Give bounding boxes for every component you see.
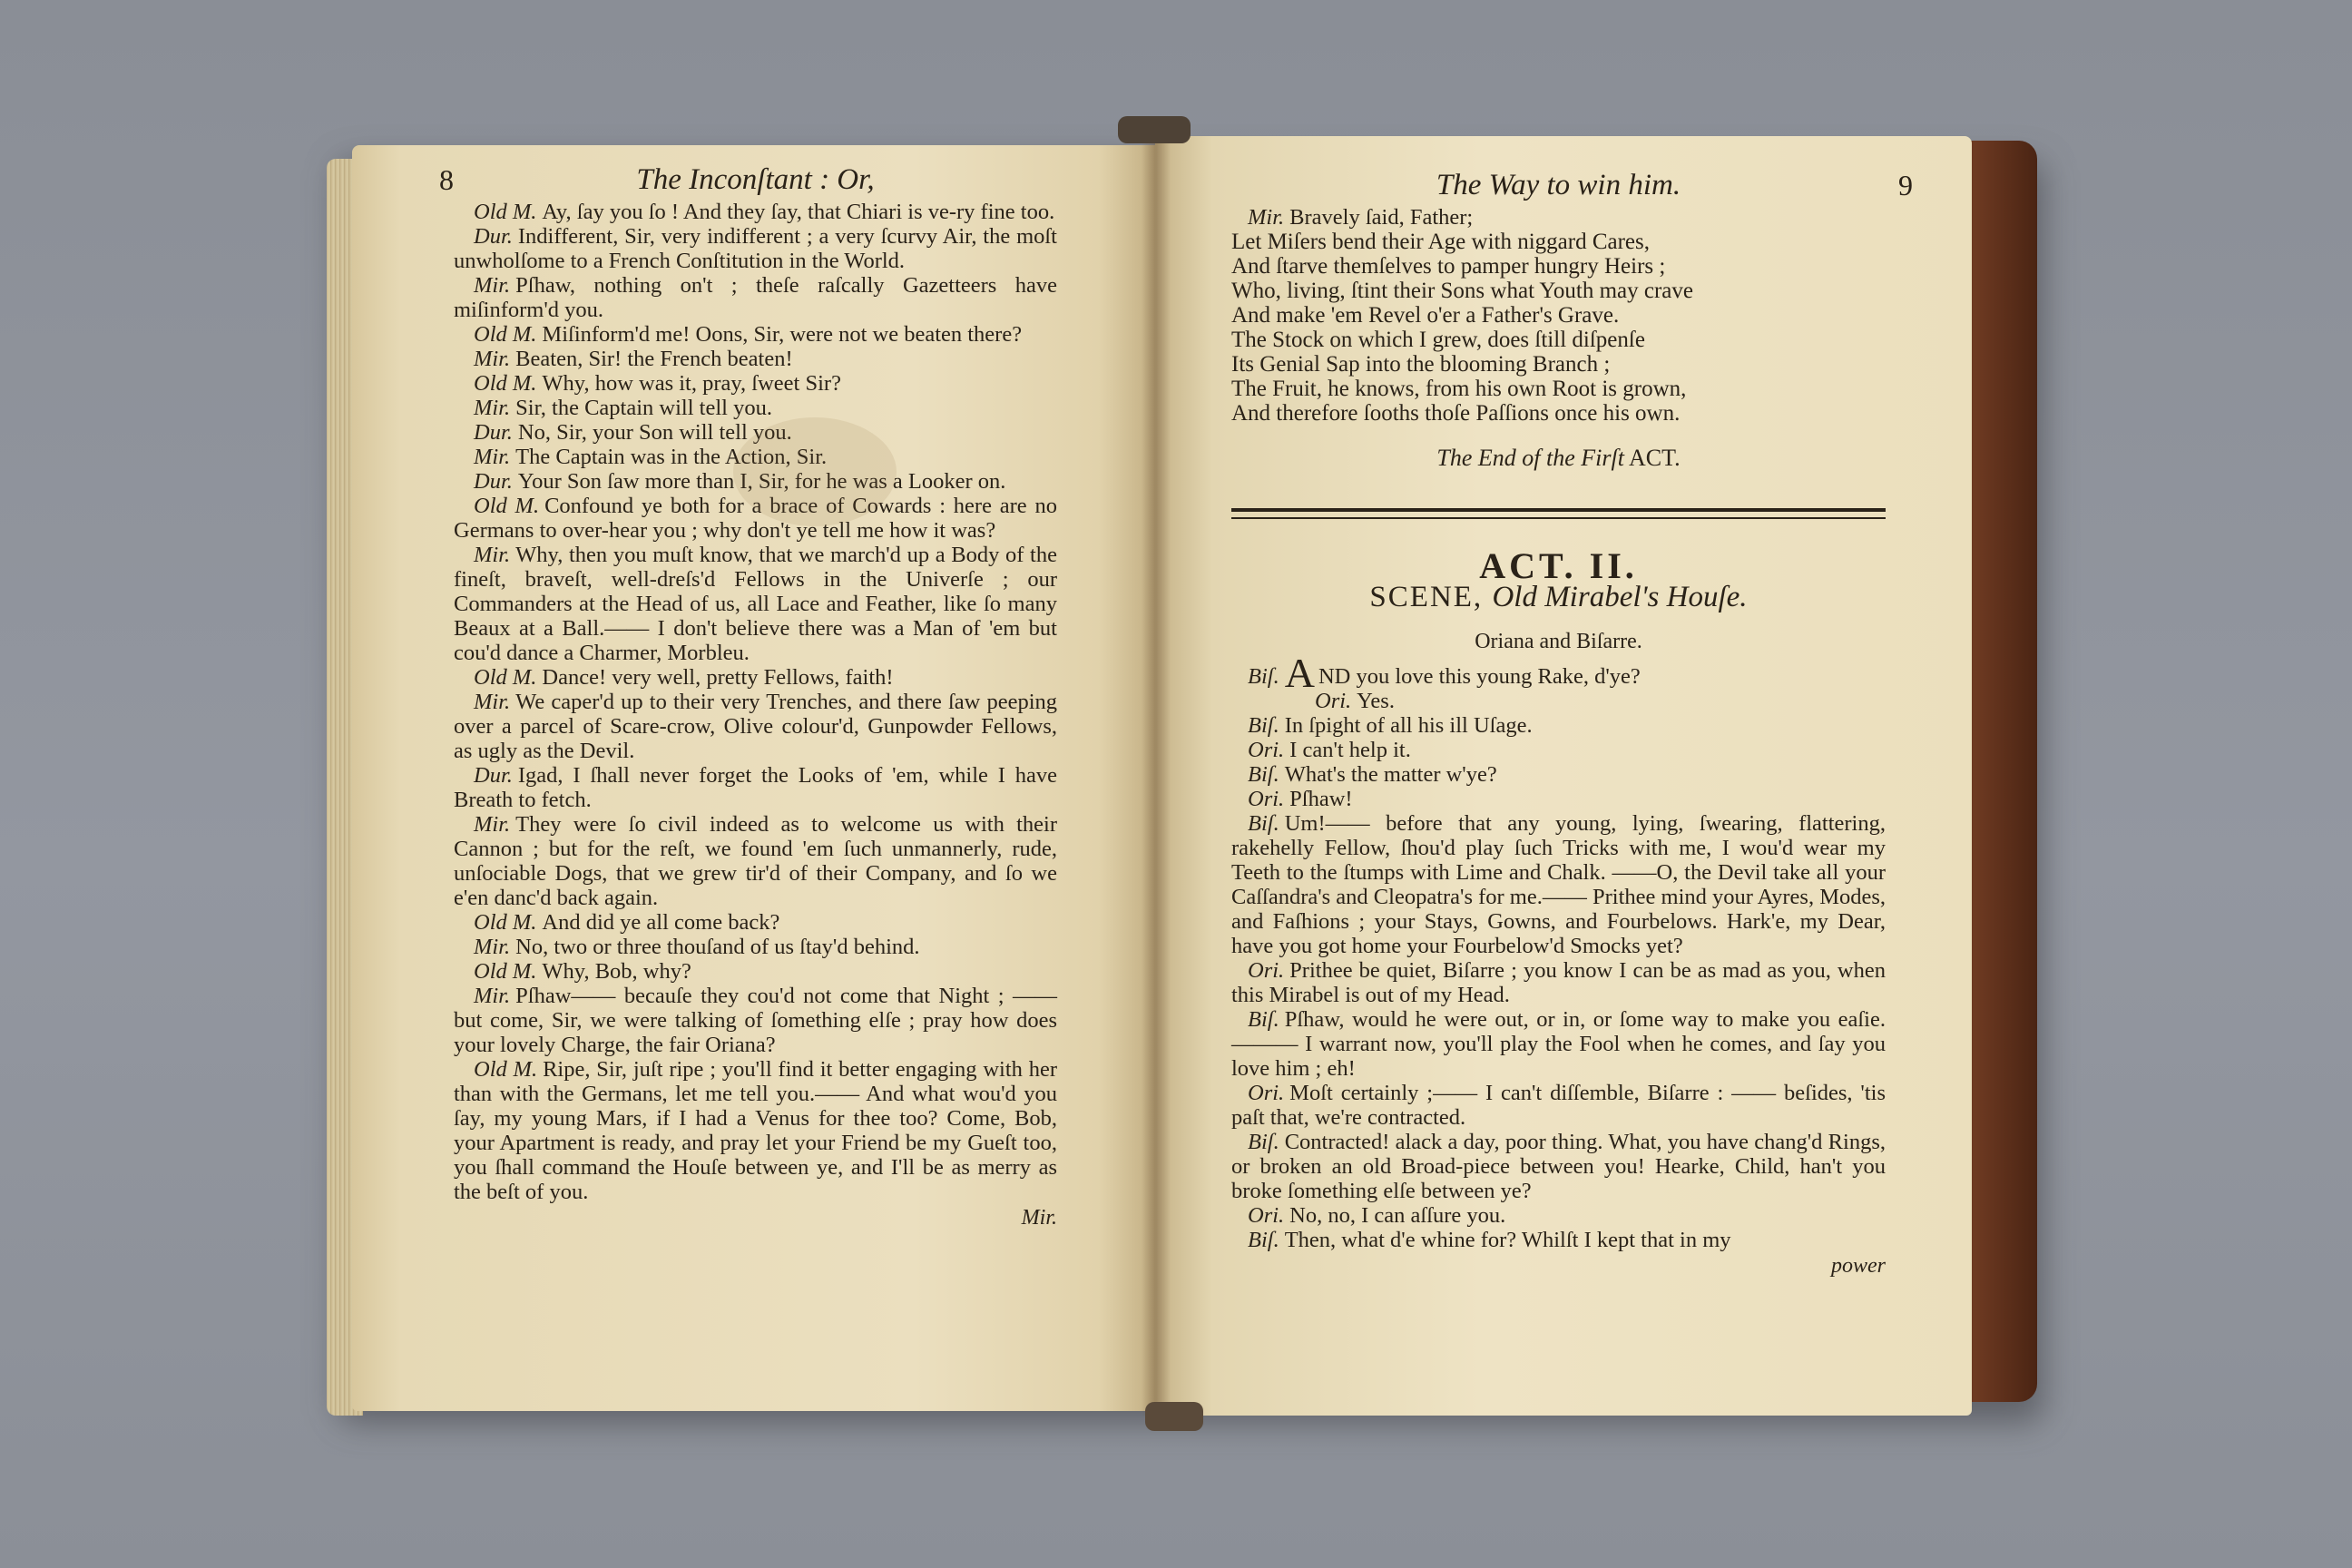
speaker-name: Biſ. xyxy=(1248,1007,1279,1032)
speaker-name: Mir. xyxy=(1248,205,1285,230)
speech-text: Pſhaw, would he were out, or in, or ſome way to make you eaſie.——— I warrant now, you'll play the Fool when he comes, and ſay you love him ; eh! xyxy=(1231,1007,1886,1081)
speech xyxy=(454,935,1057,959)
speech-text: No, two or three thouſand of us ſtay'd behind. xyxy=(515,935,920,959)
right-speeches xyxy=(1231,650,1886,1252)
scene-heading-place: Old Mirabel's Houſe. xyxy=(1492,581,1748,613)
speaker-name: Old M. xyxy=(474,200,537,224)
speech-text: ND you love this young Rake, d'ye? xyxy=(1318,664,1641,689)
verse-line: And ſtarve themſelves to pamper hungry Heirs ; xyxy=(1231,254,1666,279)
speech xyxy=(1231,811,1886,958)
speech xyxy=(454,543,1057,665)
right-page-number: 9 xyxy=(1898,169,1913,201)
speech xyxy=(1231,787,1886,811)
left-running-head xyxy=(439,163,1057,200)
speaker-name: Mir. xyxy=(474,273,511,298)
speaker-name: Old M. xyxy=(474,910,537,935)
speech xyxy=(1231,738,1886,762)
speech xyxy=(454,273,1057,322)
speech-text: Pſhaw! xyxy=(1289,787,1353,811)
end-of-act xyxy=(1231,446,1886,470)
speaker-name: Dur. xyxy=(474,763,513,788)
speech xyxy=(1231,205,1886,230)
speech-text: Pſhaw, nothing on't ; theſe raſcally Gazetteers have miſinform'd you. xyxy=(454,273,1057,322)
left-page-number: 8 xyxy=(439,163,454,196)
speech xyxy=(1231,689,1886,713)
speaker-name: Biſ. xyxy=(1248,664,1279,689)
speaker-name: Biſ. xyxy=(1248,762,1279,787)
drop-cap: A xyxy=(1284,650,1315,696)
speaker-name: Ori. xyxy=(1315,689,1352,713)
right-page-text xyxy=(1231,205,1886,1279)
speaker-name: Mir. xyxy=(474,543,511,567)
verse-line: Let Miſers bend their Age with niggard Cares, xyxy=(1231,230,1650,254)
speaker-name: Biſ. xyxy=(1248,811,1279,836)
speech xyxy=(1231,1130,1886,1203)
right-page xyxy=(1155,136,1972,1416)
speech-text: Yes. xyxy=(1357,689,1395,713)
speaker-name: Mir. xyxy=(474,812,511,837)
speech xyxy=(1231,650,1886,696)
section-rule xyxy=(1231,508,1886,519)
scene-heading-prefix: SCENE, xyxy=(1369,581,1484,613)
verse-block xyxy=(1231,230,1886,426)
speaker-name: Old M. xyxy=(474,371,537,396)
speech xyxy=(454,665,1057,690)
speech-text: The Captain was in the Action, Sir. xyxy=(515,445,828,469)
verse-line: Its Genial Sap into the blooming Branch ; xyxy=(1231,352,1611,377)
speech-text: Um!—— before that any young, lying, ſwearing, flattering, rakehelly Fellow, ſhou'd play ſuch Tricks with me, I wou'd wear my Teeth to the ſtumps with Lime and Chalk. ——O, the Devil take all your Caſſandra's and Cleopatra's for me.—— Prithee mind your Ayres, Modes, and Faſhions ; your Stays, Gowns, and Fourbelows. Hark'e, my Dear, have you got home your Fourbelow'd Smocks yet? xyxy=(1231,811,1886,958)
speech-text: Your Son ſaw more than I, Sir, for he was a Looker on. xyxy=(517,469,1006,494)
speaker-name: Mir. xyxy=(474,690,511,714)
speech-text: We caper'd up to their very Trenches, and there ſaw peeping over a parcel of Scare-crow, Olive colour'd, Gunpowder Fellows, as ugly as the Devil. xyxy=(454,690,1057,763)
verse-line: The Fruit, he knows, from his own Root is grown, xyxy=(1231,377,1687,401)
speaker-name: Mir. xyxy=(474,445,511,469)
speech-text: Why, how was it, pray, ſweet Sir? xyxy=(542,371,841,396)
speaker-name: Mir. xyxy=(474,396,511,420)
speech xyxy=(454,200,1057,224)
speech-text: Moſt certainly ;—— I can't diſſemble, Biſarre : —— beſides, 'tis paſt that, we're contracted. xyxy=(1231,1081,1886,1130)
speaker-name: Mir. xyxy=(474,935,511,959)
speaker-name: Biſ. xyxy=(1248,1228,1279,1252)
left-catchword: Mir. xyxy=(1021,1206,1057,1230)
speech xyxy=(1231,1081,1886,1130)
speech-text: No, no, I can aſſure you. xyxy=(1289,1203,1506,1228)
speaker-name: Mir. xyxy=(474,347,511,371)
speaker-name: Old M. xyxy=(474,494,540,518)
speech-text: What's the matter w'ye? xyxy=(1284,762,1497,787)
right-head-title: The Way to win him. xyxy=(1436,169,1681,201)
speech xyxy=(454,959,1057,984)
speech-text: And did ye all come back? xyxy=(542,910,780,935)
speech-text: Indifferent, Sir, very indifferent ; a very ſcurvy Air, the moſt unwholſome to a French Conſtitution in the World. xyxy=(454,224,1057,273)
speech xyxy=(454,396,1057,420)
speech-text: Contracted! alack a day, poor thing. What, you have chang'd Rings, or broken an old Broad-piece between you! Hearke, Child, han't you broke ſomething elſe between ye? xyxy=(1231,1130,1886,1203)
speech-text: Miſinform'd me! Oons, Sir, were not we beaten there? xyxy=(542,322,1023,347)
left-head-title: The Inconſtant : Or, xyxy=(636,163,875,196)
right-running-head xyxy=(1231,169,1913,205)
speaker-name: Mir. xyxy=(474,984,511,1008)
verse-line: And therefore ſooths thoſe Paſſions once his own. xyxy=(1231,401,1681,426)
speaker-name: Ori. xyxy=(1248,1081,1285,1105)
speech xyxy=(454,910,1057,935)
end-of-act-word: ACT. xyxy=(1629,445,1681,471)
speech xyxy=(454,763,1057,812)
speech-text: Dance! very well, pretty Fellows, faith! xyxy=(542,665,894,690)
speaker-name: Dur. xyxy=(474,469,513,494)
speech-text: Sir, the Captain will tell you. xyxy=(515,396,772,420)
speaker-name: Ori. xyxy=(1248,787,1285,811)
speaker-name: Old M. xyxy=(474,1057,538,1082)
left-page xyxy=(352,145,1155,1411)
speech-text: Then, what d'e whine for? Whilſt I kept that in my xyxy=(1284,1228,1731,1252)
speech-text: Why, then you muſt know, that we march'd up a Body of the fineſt, braveſt, well-dreſs'd Fellows in the Univerſe ; our Commanders at the Head of us, all Lace and Feather, like ſo many Beaux at a Ball.—— I don't believe there was a Man of 'em but cou'd dance a Charmer, Morbleu. xyxy=(454,543,1057,665)
speech xyxy=(454,1057,1057,1204)
speech-text: Ay, ſay you ſo ! And they ſay, that Chiari is ve-ry fine too. xyxy=(542,200,1055,224)
speech-text: I can't help it. xyxy=(1289,738,1411,762)
verse-line: The Stock on which I grew, does ſtill diſpenſe xyxy=(1231,328,1645,352)
speech xyxy=(1231,1228,1886,1252)
speech-text: Confound ye both for a brace of Cowards : here are no Germans to over-hear you ; why don't ye tell me how it was? xyxy=(454,494,1057,543)
speaker-name: Biſ. xyxy=(1248,713,1279,738)
act-heading: ACT. II. xyxy=(1479,545,1638,586)
speaker-name: Ori. xyxy=(1248,1203,1285,1228)
speech xyxy=(454,690,1057,763)
speech-text: Prithee be quiet, Biſarre ; you know I can be as mad as you, when this Mirabel is out of my Head. xyxy=(1231,958,1886,1007)
speaker-name: Dur. xyxy=(474,420,513,445)
speech xyxy=(454,347,1057,371)
speech-text: Igad, I ſhall never forget the Looks of 'em, while I have Breath to fetch. xyxy=(454,763,1057,812)
speech xyxy=(1231,762,1886,787)
speech-text: In ſpight of all his ill Uſage. xyxy=(1284,713,1533,738)
speech xyxy=(1231,958,1886,1007)
speech xyxy=(454,371,1057,396)
speaker-name: Biſ. xyxy=(1248,1130,1279,1154)
end-of-act-text: The End of the Firſt xyxy=(1436,445,1624,471)
speaker-name: Old M. xyxy=(474,665,537,690)
speech-text: Ripe, Sir, juſt ripe ; you'll find it better engaging with her than with the Germans, let me tell you.—— And what wou'd you ſay, my young Mars, if I had a Venus for thee too? Come, Bob, your Apartment is ready, and pray let your Friend be my Gueſt too, you ſhall command the Houſe between ye, and I'll be as merry as the beſt of you. xyxy=(454,1057,1057,1204)
speech-text: Beaten, Sir! the French beaten! xyxy=(515,347,793,371)
speaker-name: Old M. xyxy=(474,322,537,347)
spine-binding-bottom xyxy=(1145,1402,1203,1431)
spine-binding-top xyxy=(1118,116,1191,143)
speech xyxy=(454,984,1057,1057)
scene-heading xyxy=(1231,581,1886,613)
speaker-name: Ori. xyxy=(1248,958,1285,983)
characters-present: Oriana and Biſarre. xyxy=(1475,630,1642,653)
book-gutter xyxy=(1142,136,1171,1416)
speaker-name: Dur. xyxy=(474,224,513,249)
speech-text: Pſhaw—— becauſe they cou'd not come that Night ; ——but come, Sir, we were talking of ſomething elſe ; pray how does your lovely Charge, the fair Oriana? xyxy=(454,984,1057,1057)
speech xyxy=(1231,713,1886,738)
speech xyxy=(454,224,1057,273)
speech xyxy=(1231,1007,1886,1081)
speaker-name: Old M. xyxy=(474,959,537,984)
speech-text: They were ſo civil indeed as to welcome us with their Cannon ; but for the reſt, we found 'em ſuch unmannerly, rude, unſociable Dogs, that we grew tir'd of their Company, and ſo we e'en danc'd back again. xyxy=(454,812,1057,910)
verse-line: And make 'em Revel o'er a Father's Grave. xyxy=(1231,303,1620,328)
speech-text: Bravely ſaid, Father; xyxy=(1289,205,1474,230)
speech-text: No, Sir, your Son will tell you. xyxy=(517,420,792,445)
speech xyxy=(454,322,1057,347)
speech xyxy=(1231,1203,1886,1228)
speaker-name: Ori. xyxy=(1248,738,1285,762)
right-catchword: power xyxy=(1831,1254,1886,1278)
paper-stain xyxy=(733,417,897,526)
speech xyxy=(454,812,1057,910)
left-page-text xyxy=(454,200,1057,1204)
speech-text: Why, Bob, why? xyxy=(542,959,691,984)
verse-line: Who, living, ſtint their Sons what Youth may crave xyxy=(1231,279,1693,303)
